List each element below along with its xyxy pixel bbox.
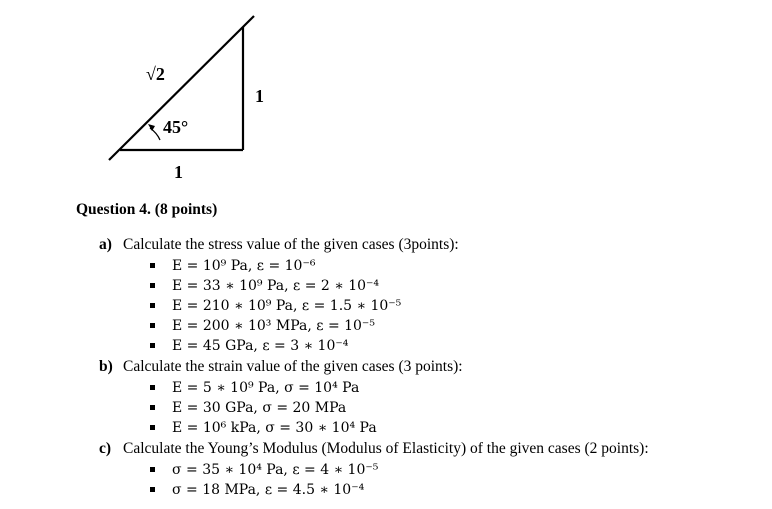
- angle-arrowhead-icon: [148, 124, 155, 131]
- part-c-text: Calculate the Young’s Modulus (Modulus of Elasticity) of the given cases (2 points):: [123, 440, 649, 457]
- bullet-square-icon: [150, 323, 155, 328]
- formula-text: E = 10⁹ Pa, ε = 10⁻⁶: [172, 258, 316, 274]
- part-c-item: [150, 462, 378, 479]
- bullet-square-icon: [150, 263, 155, 268]
- part-b-item: [150, 380, 359, 397]
- part-c-marker: c): [99, 440, 112, 457]
- part-a-item: [150, 338, 348, 355]
- formula-text: E = 10⁶ kPa, σ = 30 ∗ 10⁴ Pa: [172, 420, 377, 436]
- part-b-marker: b): [99, 358, 113, 375]
- right-triangle-diagram: [0, 0, 300, 190]
- part-a-item: [150, 298, 401, 315]
- angle-label: 45°: [163, 117, 189, 137]
- part-a-text: Calculate the stress value of the given cases (3points):: [123, 236, 459, 253]
- part-b-item: [150, 420, 377, 437]
- vertical-side-label: 1: [255, 86, 264, 106]
- hypotenuse-label: √2: [146, 64, 165, 84]
- formula-text: E = 45 GPa, ε = 3 ∗ 10⁻⁴: [172, 338, 349, 354]
- formula-text: E = 33 ∗ 10⁹ Pa, ε = 2 ∗ 10⁻⁴: [172, 278, 380, 294]
- part-a-item: [150, 258, 315, 275]
- formula-text: E = 30 GPa, σ = 20 MPa: [172, 400, 347, 416]
- bullet-square-icon: [150, 303, 155, 308]
- formula-text: σ = 35 ∗ 10⁴ Pa, ε = 4 ∗ 10⁻⁵: [172, 462, 379, 478]
- bullet-square-icon: [150, 343, 155, 348]
- part-a-item: [150, 318, 375, 335]
- part-b-text: Calculate the strain value of the given cases (3 points):: [123, 358, 463, 375]
- part-c-item: [150, 482, 364, 499]
- part-c-heading: [99, 440, 649, 458]
- base-side-label: 1: [174, 162, 183, 182]
- formula-text: E = 210 ∗ 10⁹ Pa, ε = 1.5 ∗ 10⁻⁵: [172, 298, 402, 314]
- part-a-item: [150, 278, 379, 295]
- bullet-square-icon: [150, 385, 155, 390]
- part-a-heading: [99, 236, 459, 254]
- bullet-square-icon: [150, 425, 155, 430]
- bullet-square-icon: [150, 467, 155, 472]
- part-a-marker: a): [99, 236, 112, 253]
- formula-text: σ = 18 MPa, ε = 4.5 ∗ 10⁻⁴: [172, 482, 365, 498]
- triangle-hypotenuse: [109, 16, 254, 160]
- bullet-square-icon: [150, 405, 155, 410]
- bullet-square-icon: [150, 283, 155, 288]
- part-b-item: [150, 400, 346, 417]
- part-b-heading: [99, 358, 463, 376]
- formula-text: E = 5 ∗ 10⁹ Pa, σ = 10⁴ Pa: [172, 380, 360, 396]
- bullet-square-icon: [150, 487, 155, 492]
- question-title: Question 4. (8 points): [76, 201, 218, 218]
- formula-text: E = 200 ∗ 10³ MPa, ε = 10⁻⁵: [172, 318, 375, 334]
